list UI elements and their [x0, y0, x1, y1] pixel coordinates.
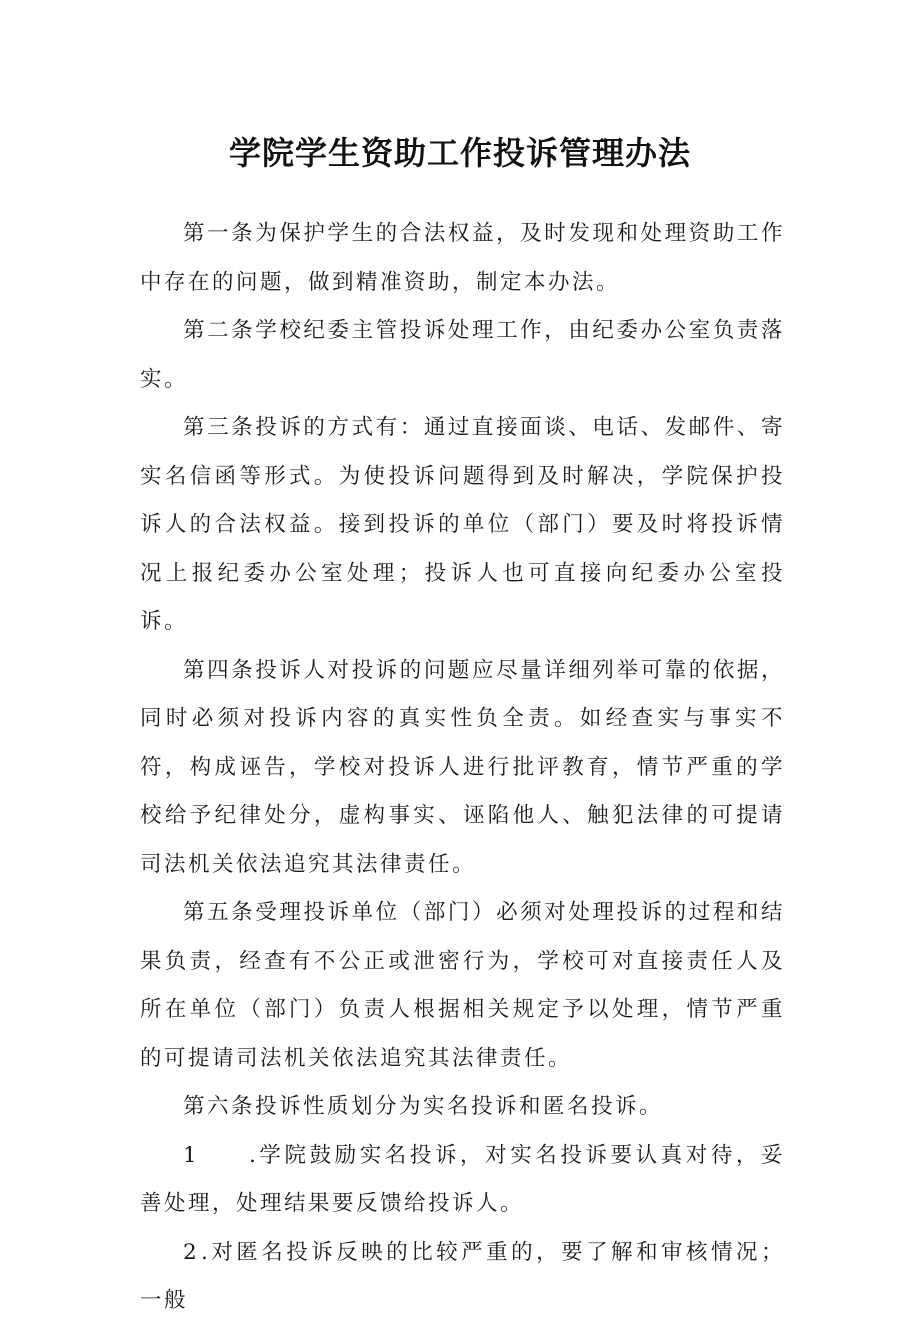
article-4-paragraph: 第四条投诉人对投诉的问题应尽量详细列举可靠的依据，同时必须对投诉内容的真实性负全责。如经查实与事实不符，构成诬告，学校对投诉人进行批评教育，情节严重的学校给予纪律处分，虚构事实、诬陷他人、触犯法律的可提请司法机关依法追究其法律责任。 [140, 657, 785, 877]
article-5-paragraph: 第五条受理投诉单位（部门）必须对处理投诉的过程和结果负责，经查有不公正或泄密行为，学校可对直接责任人及所在单位（部门）负责人根据相关规定予以处理，情节严重的可提请司法机关依法追究其法律责任。 [140, 900, 785, 1071]
article-6-paragraph: 第六条投诉性质划分为实名投诉和匿名投诉。 [183, 1094, 664, 1119]
article-1-paragraph: 第一条为保护学生的合法权益，及时发现和处理资助工作中存在的问题，做到精准资助，制定本办法。 [140, 221, 785, 295]
list-item-text: .对匿名投诉反映的比较严重的，要了解和审核情况；一般 [140, 1239, 785, 1313]
list-item-text: .学院鼓励实名投诉，对实名投诉要认真对待，妥善处理，处理结果要反馈给投诉人。 [140, 1142, 785, 1216]
list-item-number: 1 [183, 1142, 200, 1168]
article-2-paragraph: 第二条学校纪委主管投诉处理工作，由纪委办公室负责落实。 [140, 318, 785, 392]
list-item [140, 1132, 785, 1229]
list-item [140, 1229, 785, 1326]
article-3-paragraph: 第三条投诉的方式有：通过直接面谈、电话、发邮件、寄实名信函等形式。为使投诉问题得到及时解决，学院保护投诉人的合法权益。接到投诉的单位（部门）要及时将投诉情况上报纪委办公室处理；投诉人也可直接向纪委办公室投诉。 [140, 415, 785, 634]
list-item-number: 2 [183, 1239, 200, 1265]
document-title: 学院学生资助工作投诉管理办法 [228, 134, 691, 172]
document-body [140, 210, 785, 1326]
